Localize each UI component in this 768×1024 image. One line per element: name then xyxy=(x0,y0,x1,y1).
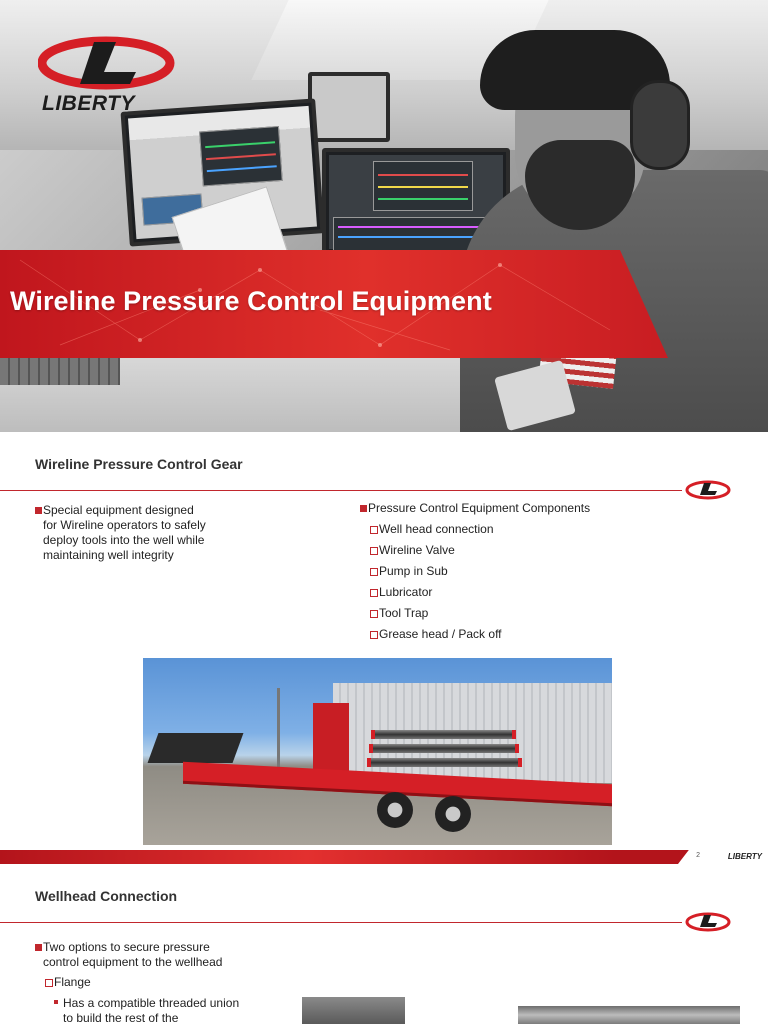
subsub-bullet xyxy=(35,996,245,1024)
keyboard xyxy=(0,355,120,385)
cover-title: Wireline Pressure Control Equipment xyxy=(10,286,492,316)
left-bullet-column xyxy=(35,503,210,563)
slide-heading: Wellhead Connection xyxy=(35,888,178,904)
subsub-text: Has a compatible threaded union to build the rest of the xyxy=(63,996,240,1024)
monitor-small xyxy=(308,72,390,142)
heading-rule xyxy=(0,490,682,491)
wellhead-photo-1 xyxy=(302,997,405,1024)
heading-rule xyxy=(0,922,682,923)
footer-logo: LIBERTY xyxy=(727,852,762,861)
bullet-special-equipment: Special equipment designed for Wireline operators to safely deploy tools into the well while maintaining well integrity xyxy=(35,503,210,563)
component-item: Pump in Sub xyxy=(360,564,620,579)
component-item: Wireline Valve xyxy=(360,543,620,558)
liberty-mini-logo-icon xyxy=(684,480,732,500)
slide-heading: Wireline Pressure Control Gear xyxy=(35,456,243,472)
operator-photo xyxy=(440,20,768,432)
component-item: Grease head / Pack off xyxy=(360,627,620,642)
component-item: Tool Trap xyxy=(360,606,620,621)
sub-bullet-flange: Flange xyxy=(35,975,245,990)
slide-wellhead-connection xyxy=(0,864,768,1024)
footer-bar xyxy=(0,850,768,864)
slide3-bullets xyxy=(35,940,245,1024)
right-bullet-column xyxy=(360,501,620,642)
logo-wordmark: LIBERTY xyxy=(42,92,135,115)
component-item: Lubricator xyxy=(360,585,620,600)
cover-slide xyxy=(0,0,768,432)
bullet-components: Pressure Control Equipment Components xyxy=(360,501,620,516)
liberty-mini-logo-icon xyxy=(684,912,732,932)
headset-icon xyxy=(630,80,690,170)
page-number: 2 xyxy=(696,852,700,859)
wellhead-photo-2 xyxy=(518,1006,740,1024)
bullet-two-options: Two options to secure pressure control equipment to the wellhead xyxy=(35,940,245,970)
component-item: Well head connection xyxy=(360,522,620,537)
trailer-photo xyxy=(143,658,612,845)
slide-pressure-control-gear xyxy=(0,432,768,864)
wellhead-tree xyxy=(313,703,349,778)
